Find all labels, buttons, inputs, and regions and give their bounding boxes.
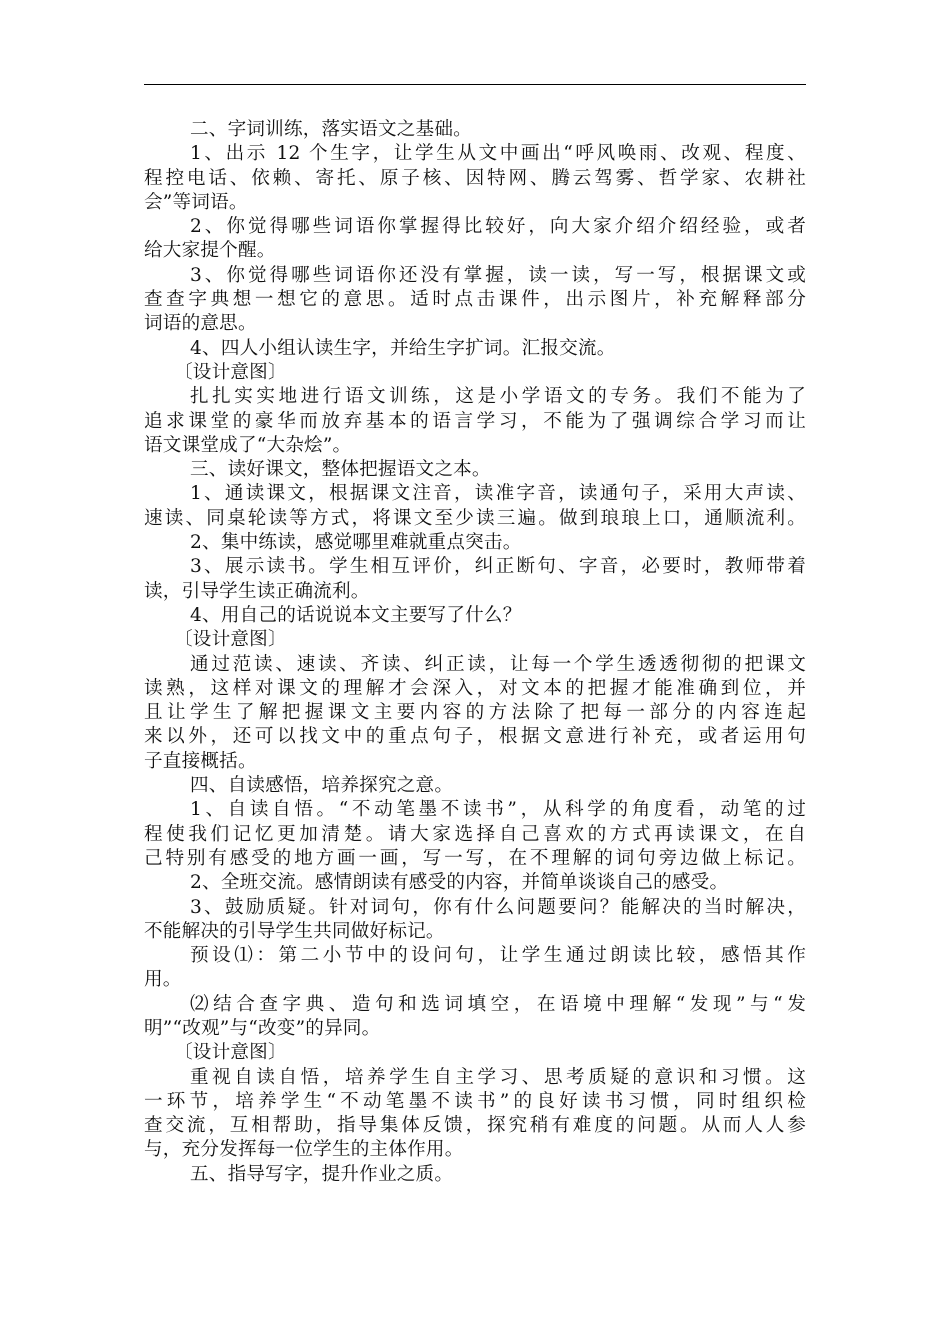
document-body <box>144 118 806 1187</box>
text-line: 读熟，这样对课文的理解才会深入，对文本的把握才能准确到位，并 <box>144 677 806 699</box>
text-line: 子直接概括。 <box>144 750 257 772</box>
text-line: 4、四人小组认读生字，并给生字扩词。汇报交流。 <box>190 337 616 359</box>
header-rule <box>144 84 806 85</box>
text-line: 与，充分发挥每一位学生的主体作用。 <box>144 1139 464 1161</box>
text-line: 〔设计意图〕 <box>174 629 287 651</box>
text-line: 三、读好课文，整体把握语文之本。 <box>190 459 491 481</box>
text-line: 语文课堂成了“大杂烩”。 <box>144 434 352 456</box>
text-line: 1、通读课文，根据课文注音，读准字音，读通句子，采用大声读、 <box>190 483 806 505</box>
text-line: 1、出示 12 个生字，让学生从文中画出“呼风唤雨、改观、程度、 <box>190 143 806 165</box>
text-line: 读，引导学生读正确流利。 <box>144 580 370 602</box>
text-line: 词语的意思。 <box>144 313 257 335</box>
text-line: 且让学生了解把握课文主要内容的方法除了把每一部分的内容连起 <box>144 702 806 724</box>
text-line: 二、字词训练，落实语文之基础。 <box>190 119 472 140</box>
text-line: 会”等词语。 <box>144 191 248 213</box>
text-line: 给大家提个醒。 <box>144 240 276 262</box>
text-line: 预设⑴：第二小节中的设问句，让学生通过朗读比较，感悟其作 <box>190 945 806 967</box>
text-line: 不能解决的引导学生共同做好标记。 <box>144 920 445 942</box>
text-line: 通过范读、速读、齐读、纠正读，让每一个学生透透彻彻的把课文 <box>190 653 806 675</box>
text-line: 1、自读自悟。“不动笔墨不读书”，从科学的角度看，动笔的过 <box>190 799 806 821</box>
text-line: 明”“改观”与“改变”的异同。 <box>144 1017 381 1039</box>
text-line: 〔设计意图〕 <box>174 361 287 383</box>
text-line: 2、全班交流。感情朗读有感受的内容，并简单谈谈自己的感受。 <box>190 872 729 894</box>
text-line: ⑵结合查字典、造句和选词填空，在语境中理解“发现”与“发 <box>190 993 806 1015</box>
text-line: 程控电话、依赖、寄托、原子核、因特网、腾云驾雾、哲学家、农耕社 <box>144 167 806 189</box>
text-line: 3、鼓励质疑。针对词句，你有什么问题要问？能解决的当时解决， <box>190 896 806 918</box>
text-line: 用。 <box>144 969 182 991</box>
text-line: 2、集中练读，感觉哪里难就重点突击。 <box>190 532 522 554</box>
text-line: 己特别有感受的地方画一画，写一写，在不理解的词句旁边做上标记。 <box>144 847 806 869</box>
text-line: 重视自读自悟，培养学生自主学习、思考质疑的意识和习惯。这 <box>190 1066 806 1088</box>
text-line: 来以外，还可以找文中的重点句子，根据文意进行补充，或者运用句 <box>144 726 806 748</box>
text-line: 四、自读感悟，培养探究之意。 <box>190 775 454 797</box>
text-line: 2、你觉得哪些词语你掌握得比较好，向大家介绍介绍经验，或者 <box>190 216 806 238</box>
text-line: 查交流，互相帮助，指导集体反馈，探究稍有难度的问题。从而人人参 <box>144 1115 806 1137</box>
text-line: 〔设计意图〕 <box>174 1042 287 1064</box>
text-line: 查查字典想一想它的意思。适时点击课件，出示图片，补充解释部分 <box>144 289 806 311</box>
text-line: 3、你觉得哪些词语你还没有掌握，读一读，写一写，根据课文或 <box>190 264 806 286</box>
text-line: 追求课堂的豪华而放弃基本的语言学习，不能为了强调综合学习而让 <box>144 410 806 432</box>
text-line: 4、用自己的话说说本文主要写了什么？ <box>190 604 522 626</box>
text-line: 程使我们记忆更加清楚。请大家选择自己喜欢的方式再读课文，在自 <box>144 823 806 845</box>
text-line: 一环节，培养学生“不动笔墨不读书”的良好读书习惯，同时组织检 <box>144 1090 806 1112</box>
text-line: 五、指导写字，提升作业之质。 <box>190 1163 454 1185</box>
text-line: 扎扎实实地进行语文训练，这是小学语文的专务。我们不能为了 <box>190 386 806 408</box>
text-line: 3、展示读书。学生相互评价，纠正断句、字音，必要时，教师带着 <box>190 556 806 578</box>
text-line: 速读、同桌轮读等方式，将课文至少读三遍。做到琅琅上口，通顺流利。 <box>144 507 806 529</box>
